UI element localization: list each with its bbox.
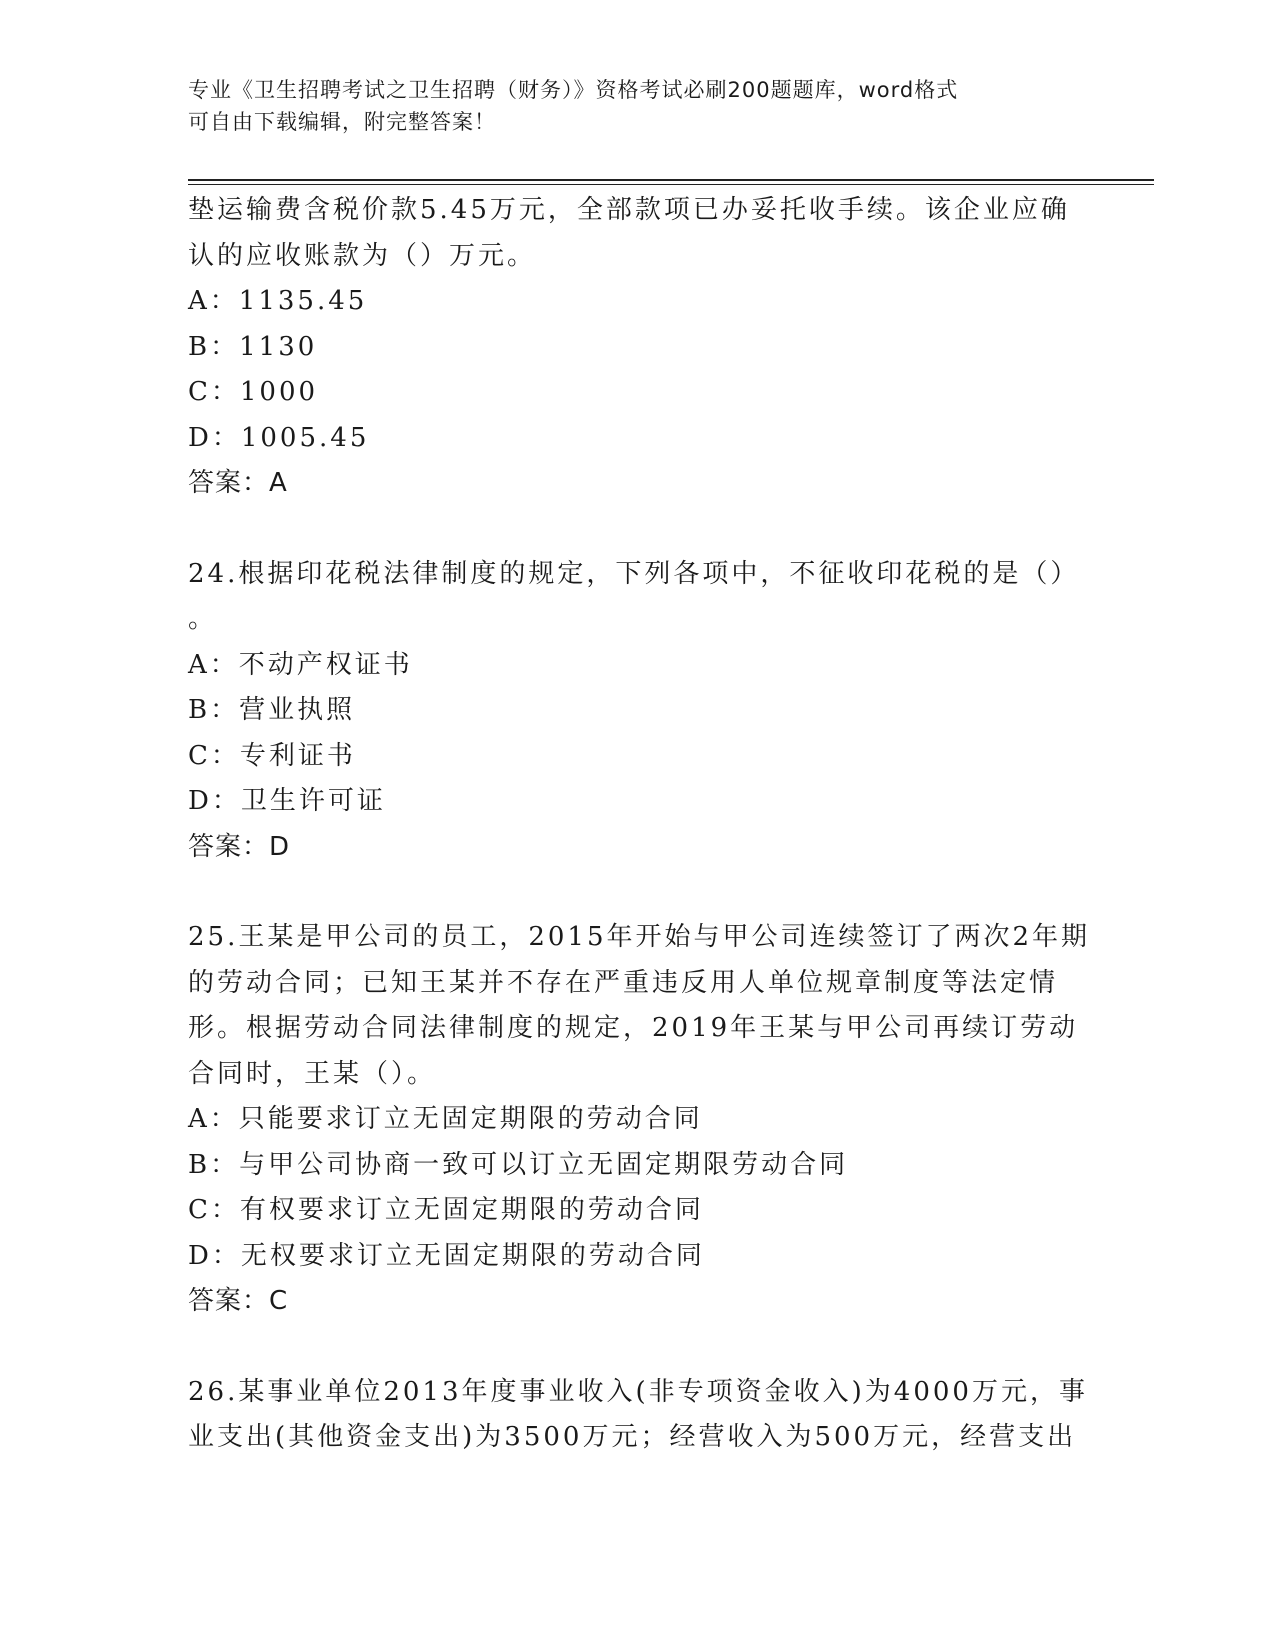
question-text-line: 垫运输费含税价款5.45万元，全部款项已办妥托收手续。该企业应确 <box>188 195 1070 225</box>
question-text-line: 。 <box>188 604 218 634</box>
question-text-line: 25.王某是甲公司的员工，2015年开始与甲公司连续签订了两次2年期 <box>188 922 1091 952</box>
option-b: B：1130 <box>188 331 318 362</box>
question-text-line: 26.某事业单位2013年度事业收入(非专项资金收入)为4000万元，事 <box>188 1376 1088 1407</box>
question-text-line: 业支出(其他资金支出)为3500万元；经营收入为500万元，经营支出 <box>188 1422 1077 1452</box>
question-text-line: 24.根据印花税法律制度的规定，下列各项中，不征收印花税的是（） <box>188 558 1080 589</box>
answer-label: 答案：D <box>188 831 291 862</box>
option-a: A：1135.45 <box>188 286 368 316</box>
option-c: C：专利证书 <box>188 740 356 771</box>
question-23-continued <box>188 188 1088 507</box>
option-d: D：无权要求订立无固定期限的劳动合同 <box>188 1240 705 1271</box>
question-text-line: 认的应收账款为（）万元。 <box>188 240 537 271</box>
question-text-line: 的劳动合同；已知王某并不存在严重违反用人单位规章制度等法定情 <box>188 967 1059 998</box>
option-c: C：1000 <box>188 377 319 407</box>
question-text-line: 合同时，王某（）。 <box>188 1058 437 1089</box>
question-25 <box>188 915 1091 1325</box>
question-26 <box>188 1370 1088 1461</box>
option-b: B：营业执照 <box>188 695 356 725</box>
option-d: D：卫生许可证 <box>188 786 386 816</box>
question-spacer <box>188 1325 1088 1370</box>
option-d: D：1005.45 <box>188 422 370 453</box>
question-text-line: 形。根据劳动合同法律制度的规定，2019年王某与甲公司再续订劳动 <box>188 1013 1079 1043</box>
answer-label: 答案：C <box>188 1286 289 1316</box>
header-title-line-1: 专业《卫生招聘考试之卫生招聘（财务）》资格考试必刷200题题库，word格式 <box>188 78 959 102</box>
option-a: A：只能要求订立无固定期限的劳动合同 <box>188 1104 703 1134</box>
option-a: A：不动产权证书 <box>188 649 413 680</box>
option-c: C：有权要求订立无固定期限的劳动合同 <box>188 1195 704 1225</box>
header-title-line-2: 可自由下载编辑，附完整答案！ <box>188 110 496 134</box>
answer-label: 答案：A <box>188 468 288 498</box>
header-divider-thin <box>188 184 1154 185</box>
question-spacer <box>188 870 1088 915</box>
question-24 <box>188 552 1088 871</box>
question-content <box>188 188 1091 1461</box>
option-b: B：与甲公司协商一致可以订立无固定期限劳动合同 <box>188 1149 849 1180</box>
question-spacer <box>188 507 1088 552</box>
header-divider-thick <box>188 179 1154 181</box>
page-header <box>188 74 1088 138</box>
